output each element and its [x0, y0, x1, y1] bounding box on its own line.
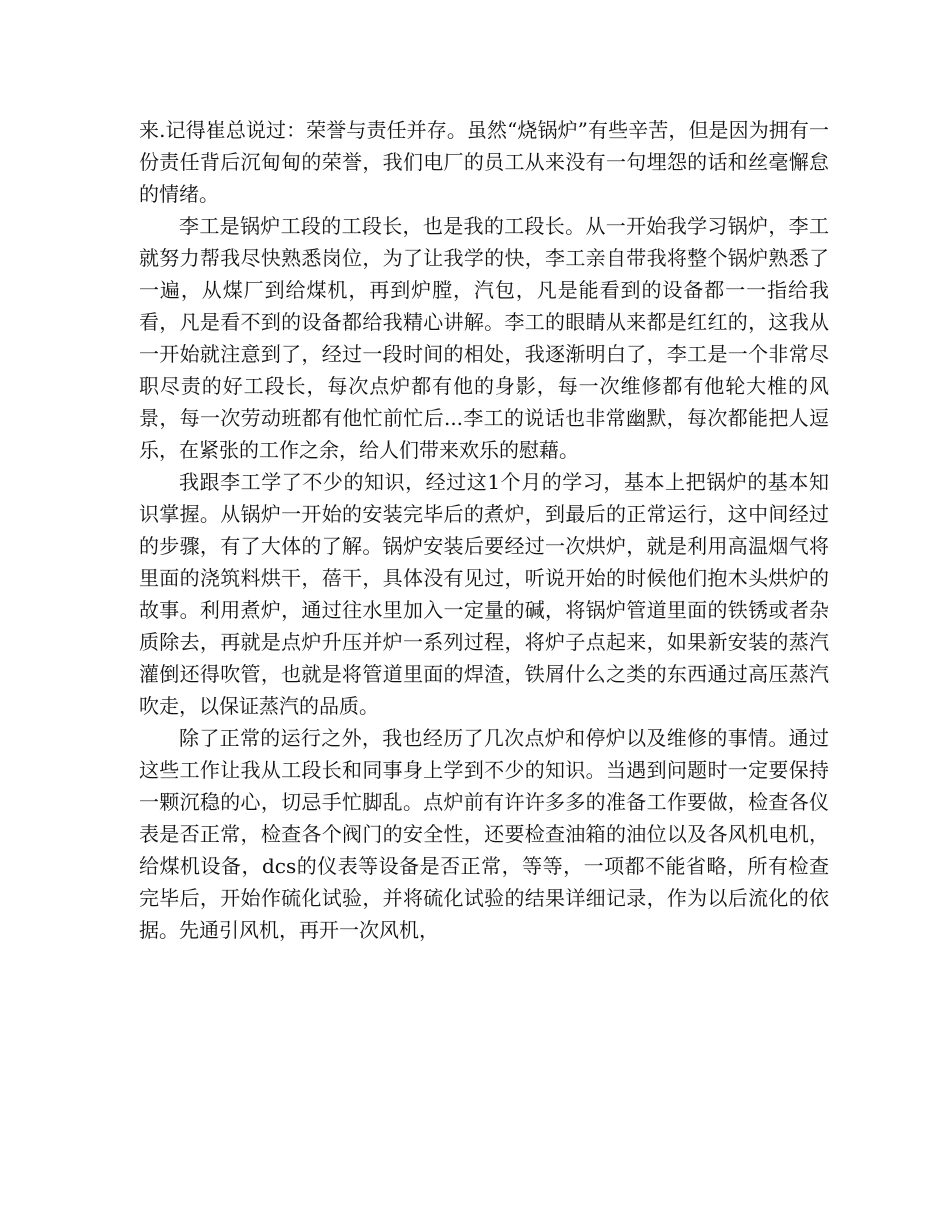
- document-body: [139, 114, 829, 946]
- paragraph-4: 除了正常的运行之外，我也经历了几次点炉和停炉以及维修的事情。通过这些工作让我从工段长和同事身上学到不少的知识。当遇到问题时一定要保持一颗沉稳的心，切忌手忙脚乱。点炉前有许许多多的准备工作要做，检查各仪表是否正常，检查各个阀门的安全性，还要检查油箱的油位以及各风机电机，给煤机设备，dcs的仪表等设备是否正常，等等，一项都不能省略，所有检查完毕后，开始作硫化试验，并将硫化试验的结果详细记录，作为以后流化的依据。先通引风机，再开一次风机，: [139, 726, 829, 942]
- paragraph-2: 李工是锅炉工段的工段长，也是我的工段长。从一开始我学习锅炉，李工就努力帮我尽快熟悉岗位，为了让我学的快，李工亲自带我将整个锅炉熟悉了一遍，从煤厂到给煤机，再到炉膛，汽包，凡是能看到的设备都一一指给我看，凡是看不到的设备都给我精心讲解。李工的眼睛从来都是红红的，这我从一开始就注意到了，经过一段时间的相处，我逐渐明白了，李工是一个非常尽职尽责的好工段长，每次点炉都有他的身影，每一次维修都有他轮大椎的风景，每一次劳动班都有他忙前忙后...李工的说话也非常幽默，每次都能把人逗乐，在紧张的工作之余，给人们带来欢乐的慰藉。: [139, 214, 829, 462]
- paragraph-3: 我跟李工学了不少的知识，经过这1个月的学习，基本上把锅炉的基本知识掌握。从锅炉一开始的安装完毕后的煮炉，到最后的正常运行，这中间经过的步骤，有了大体的了解。锅炉安装后要经过一次烘炉，就是利用高温烟气将里面的浇筑料烘干，蓓干，具体没有见过，听说开始的时候他们抱木头烘炉的故事。利用煮炉，通过往水里加入一定量的碱，将锅炉管道里面的铁锈或者杂质除去，再就是点炉升压并炉一系列过程，将炉子点起来，如果新安装的蒸汽灌倒还得吹管，也就是将管道里面的焊渣，铁屑什么之类的东西通过高压蒸汽吹走，以保证蒸汽的品质。: [139, 470, 829, 718]
- paragraph-1: 来.记得崔总说过：荣誉与责任并存。虽然“烧锅炉”有些辛苦，但是因为拥有一份责任背后沉甸甸的荣誉，我们电厂的员工从来没有一句埋怨的话和丝毫懈怠的情绪。: [139, 118, 829, 206]
